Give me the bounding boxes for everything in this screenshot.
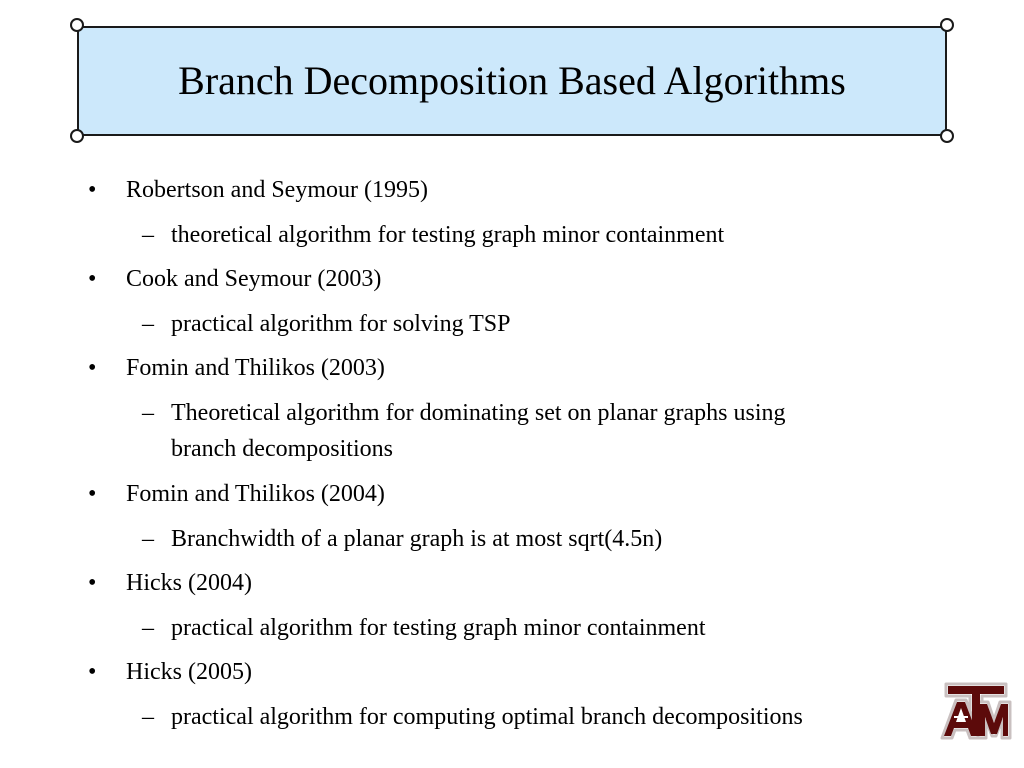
sub-bullet-marker: –	[142, 704, 154, 730]
sub-bullet-text: practical algorithm for testing graph minor containment	[171, 615, 706, 641]
sub-bullet-text: practical algorithm for solving TSP	[171, 311, 511, 337]
bullet-text: Robertson and Seymour (1995)	[126, 177, 428, 203]
slide-title: Branch Decomposition Based Algorithms	[178, 58, 846, 103]
sub-bullet-text: theoretical algorithm for testing graph minor containment	[171, 222, 725, 248]
sub-bullet-text: branch decompositions	[171, 436, 393, 462]
bullet-marker: •	[88, 177, 97, 203]
bullet-marker: •	[88, 266, 97, 292]
texas-am-logo-icon	[938, 676, 1014, 746]
sub-bullet-text: practical algorithm for computing optimal branch decompositions	[171, 704, 803, 730]
bullet-marker: •	[88, 481, 97, 507]
sub-bullet-marker: –	[142, 400, 154, 426]
bullet-marker: •	[88, 355, 97, 381]
bullet-text: Hicks (2004)	[126, 570, 252, 596]
sub-bullet-marker: –	[142, 311, 154, 337]
bullet-marker: •	[88, 659, 97, 685]
sub-bullet-marker: –	[142, 222, 154, 248]
bullet-text: Fomin and Thilikos (2003)	[126, 355, 385, 381]
sub-bullet-marker: –	[142, 526, 154, 552]
bullet-text: Fomin and Thilikos (2004)	[126, 481, 385, 507]
sub-bullet-text: Branchwidth of a planar graph is at most sqrt(4.5n)	[171, 526, 663, 552]
sub-bullet-text: Theoretical algorithm for dominating set on planar graphs using	[171, 400, 786, 426]
bullet-text: Hicks (2005)	[126, 659, 252, 685]
bullet-text: Cook and Seymour (2003)	[126, 266, 382, 292]
sub-bullet-marker: –	[142, 615, 154, 641]
bullet-marker: •	[88, 570, 97, 596]
